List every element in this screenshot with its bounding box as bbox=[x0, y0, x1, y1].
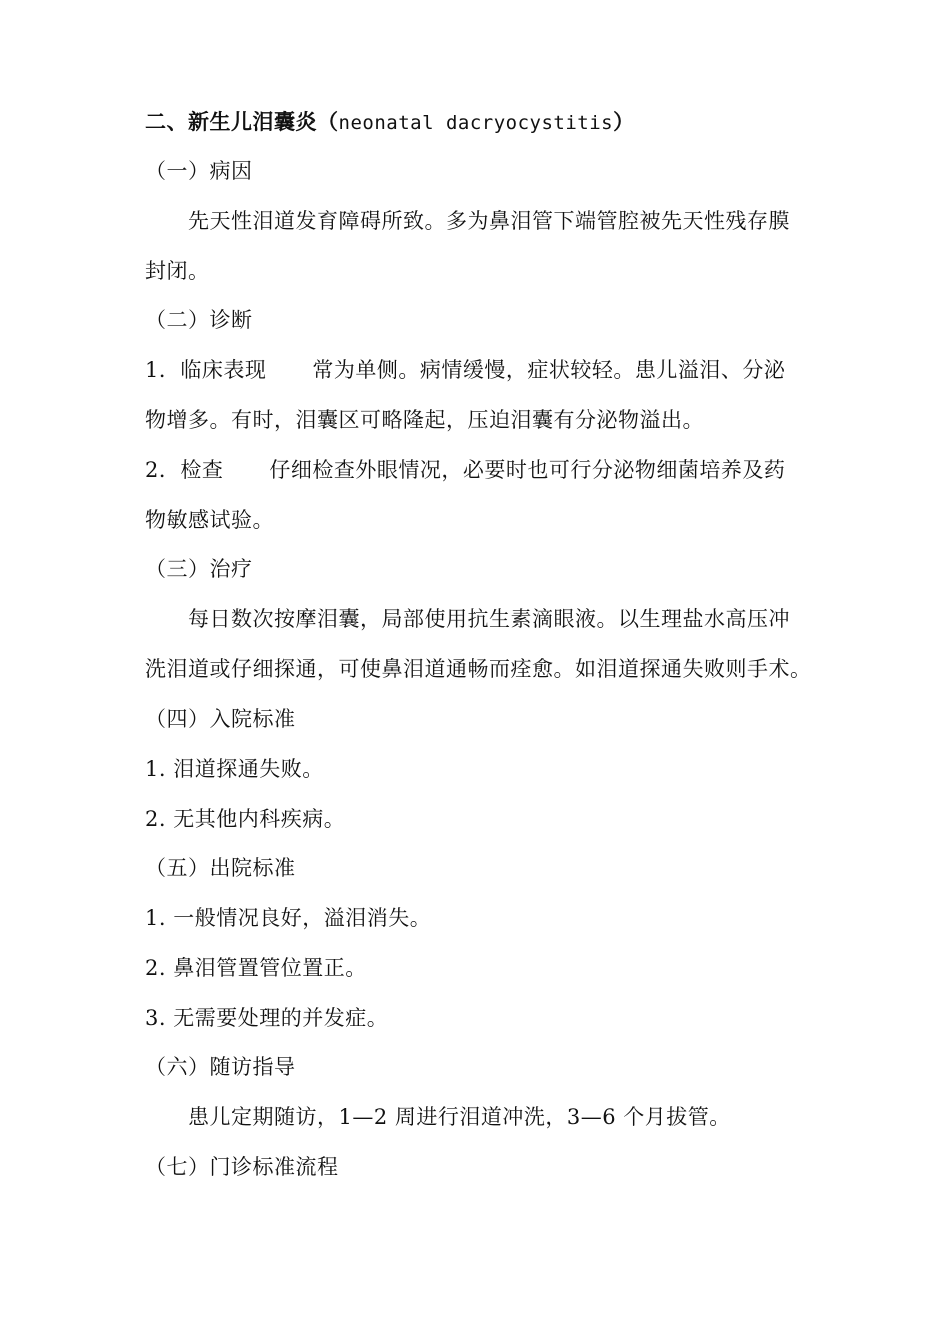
title-suffix: ） bbox=[613, 109, 635, 134]
diagnosis-item-1-text: 常为单侧。病情缓慢，症状较轻。患儿溢泪、分泌 bbox=[312, 358, 786, 382]
heading-outpatient: （七）门诊标准流程 bbox=[145, 1155, 339, 1179]
heading-admission: （四）入院标准 bbox=[145, 707, 296, 731]
diagnosis-item-2-line-1 bbox=[145, 455, 815, 485]
discharge-item-3: 3. 无需要处理的并发症。 bbox=[145, 1006, 389, 1030]
admission-item-1: 1. 泪道探通失败。 bbox=[145, 757, 324, 781]
heading-followup: （六）随访指导 bbox=[145, 1055, 296, 1079]
diagnosis-item-2-line-2: 物敏感试验。 bbox=[145, 508, 274, 532]
heading-cause: （一）病因 bbox=[145, 159, 253, 183]
heading-treatment: （三）治疗 bbox=[145, 557, 253, 581]
cause-paragraph-line-2: 封闭。 bbox=[145, 259, 210, 283]
diagnosis-item-1-label: 1．临床表现 bbox=[145, 358, 267, 382]
diagnosis-item-1-line-2: 物增多。有时，泪囊区可略隆起，压迫泪囊有分泌物溢出。 bbox=[145, 408, 704, 432]
heading-discharge: （五）出院标准 bbox=[145, 856, 296, 880]
diagnosis-item-2-label: 2．检查 bbox=[145, 458, 224, 482]
discharge-item-1: 1. 一般情况良好，溢泪消失。 bbox=[145, 906, 432, 930]
title-latin: neonatal dacryocystitis bbox=[338, 112, 614, 134]
diagnosis-item-2-text: 仔细检查外眼情况，必要时也可行分泌物细菌培养及药 bbox=[269, 458, 786, 482]
treatment-paragraph-line-2: 洗泪道或仔细探通，可使鼻泪道通畅而痊愈。如泪道探通失败则手术。 bbox=[145, 657, 812, 681]
admission-item-2: 2. 无其他内科疾病。 bbox=[145, 807, 346, 831]
title-prefix: 二、新生儿泪囊炎（ bbox=[145, 109, 339, 134]
section-title bbox=[145, 107, 815, 138]
diagnosis-item-1-line-1 bbox=[145, 355, 815, 385]
followup-paragraph: 患儿定期随访，1—2 周进行泪道冲洗，3—6 个月拔管。 bbox=[188, 1105, 731, 1129]
cause-paragraph-line-1: 先天性泪道发育障碍所致。多为鼻泪管下端管腔被先天性残存膜 bbox=[188, 209, 790, 233]
heading-diagnosis: （二）诊断 bbox=[145, 308, 253, 332]
treatment-paragraph-line-1: 每日数次按摩泪囊，局部使用抗生素滴眼液。以生理盐水高压冲 bbox=[188, 607, 790, 631]
discharge-item-2: 2. 鼻泪管置管位置正。 bbox=[145, 956, 367, 980]
